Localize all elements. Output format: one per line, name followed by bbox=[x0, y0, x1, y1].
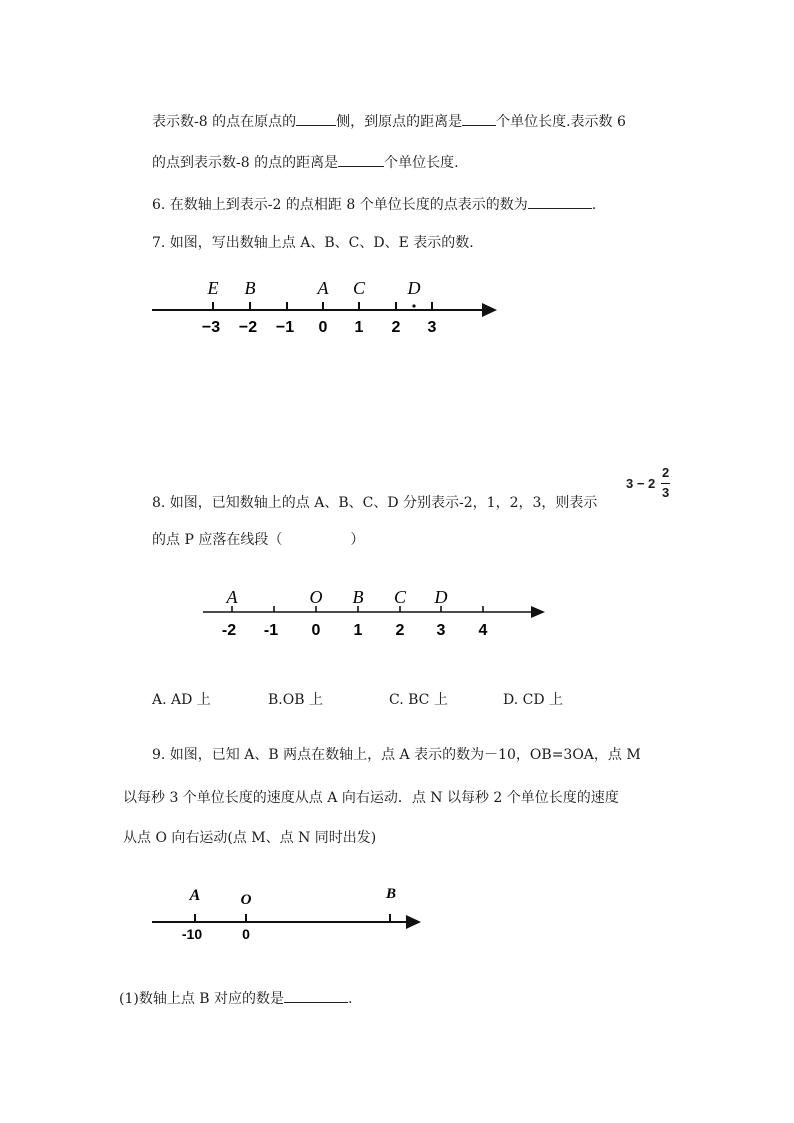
point-label-a: A bbox=[226, 587, 238, 607]
point-label-o: O bbox=[309, 587, 323, 607]
tick-label: −3 bbox=[201, 319, 221, 336]
tick-label: 1 bbox=[354, 319, 364, 336]
q9-sub1-text: (1)数轴上点 B 对应的数是 bbox=[119, 991, 285, 1007]
point-label-b: B bbox=[352, 587, 364, 607]
q5-text-e: 个单位长度. bbox=[384, 155, 459, 171]
q9-text-1: 9. 如图，已知 A、B 两点在数轴上，点 A 表示的数为－10，OB=3OA，点 M bbox=[152, 747, 641, 763]
q9-sub1 bbox=[119, 988, 352, 1008]
tick-label: 1 bbox=[353, 622, 363, 639]
q5-text-c: 个单位长度.表示数 6 bbox=[496, 114, 626, 130]
tick-label: 3 bbox=[427, 319, 437, 336]
tick-label: -10 bbox=[181, 926, 203, 942]
expr-whole: 3 − 2 bbox=[626, 476, 656, 491]
option-b-label: B.OB 上 bbox=[268, 692, 323, 708]
tick-label: 4 bbox=[478, 622, 488, 639]
tick-label: -2 bbox=[221, 622, 237, 639]
q7-text: 7. 如图，写出数轴上点 A、B、C、D、E 表示的数. bbox=[152, 235, 474, 251]
q6-end: . bbox=[591, 197, 597, 213]
q8-text-end: ） bbox=[350, 532, 365, 548]
point-label-b: B bbox=[244, 278, 256, 298]
q5-text-d: 的点到表示数-8 的点的距离是 bbox=[152, 155, 339, 171]
point-label-e: E bbox=[207, 278, 219, 298]
q8-text-2: 的点 P 应落在线段（ bbox=[152, 532, 283, 548]
point-label-b: B bbox=[385, 886, 397, 902]
point-label-a: A bbox=[189, 887, 201, 904]
point-label-o: O bbox=[240, 892, 252, 908]
q5-text-b: 侧，到原点的距离是 bbox=[336, 114, 463, 130]
expr-numerator: 2 bbox=[662, 465, 670, 480]
tick-label: 3 bbox=[436, 622, 446, 639]
tick-label: -1 bbox=[263, 622, 279, 639]
tick-label: 2 bbox=[391, 319, 401, 336]
q9-sub1-end: . bbox=[348, 991, 353, 1007]
tick-label: 0 bbox=[318, 319, 328, 336]
tick-label: 0 bbox=[311, 622, 321, 639]
answer-blank-b[interactable] bbox=[284, 988, 348, 1003]
point-label-c: C bbox=[352, 278, 366, 298]
option-a-label: A. AD 上 bbox=[152, 692, 211, 708]
point-label-d: D bbox=[407, 278, 421, 298]
point-label-a: A bbox=[317, 278, 329, 298]
tick-label: −1 bbox=[275, 319, 295, 336]
option-d-label: D. CD 上 bbox=[503, 692, 564, 708]
q9-text-2: 以每秒 3 个单位长度的速度从点 A 向右运动．点 N 以每秒 2 个单位长度的速度 bbox=[123, 790, 619, 806]
tick-label: 2 bbox=[395, 622, 405, 639]
tick-label: −2 bbox=[238, 319, 258, 336]
expr-denominator: 3 bbox=[662, 485, 670, 500]
tick-label: 0 bbox=[242, 926, 250, 942]
point-label-d: D bbox=[434, 587, 448, 607]
option-c-label: C. BC 上 bbox=[389, 692, 448, 708]
q8-text-1: 8. 如图，已知数轴上的点 A、B、C、D 分别表示-2，1，2，3，则表示 bbox=[152, 495, 598, 511]
q9-text-3: 从点 O 向右运动(点 M、点 N 同时出发) bbox=[123, 830, 377, 846]
point-label-c: C bbox=[393, 587, 407, 607]
q5-text-a: 表示数-8 的点在原点的 bbox=[152, 114, 297, 130]
q6-text: 6. 在数轴上到表示-2 的点相距 8 个单位长度的点表示的数为 bbox=[152, 197, 528, 213]
